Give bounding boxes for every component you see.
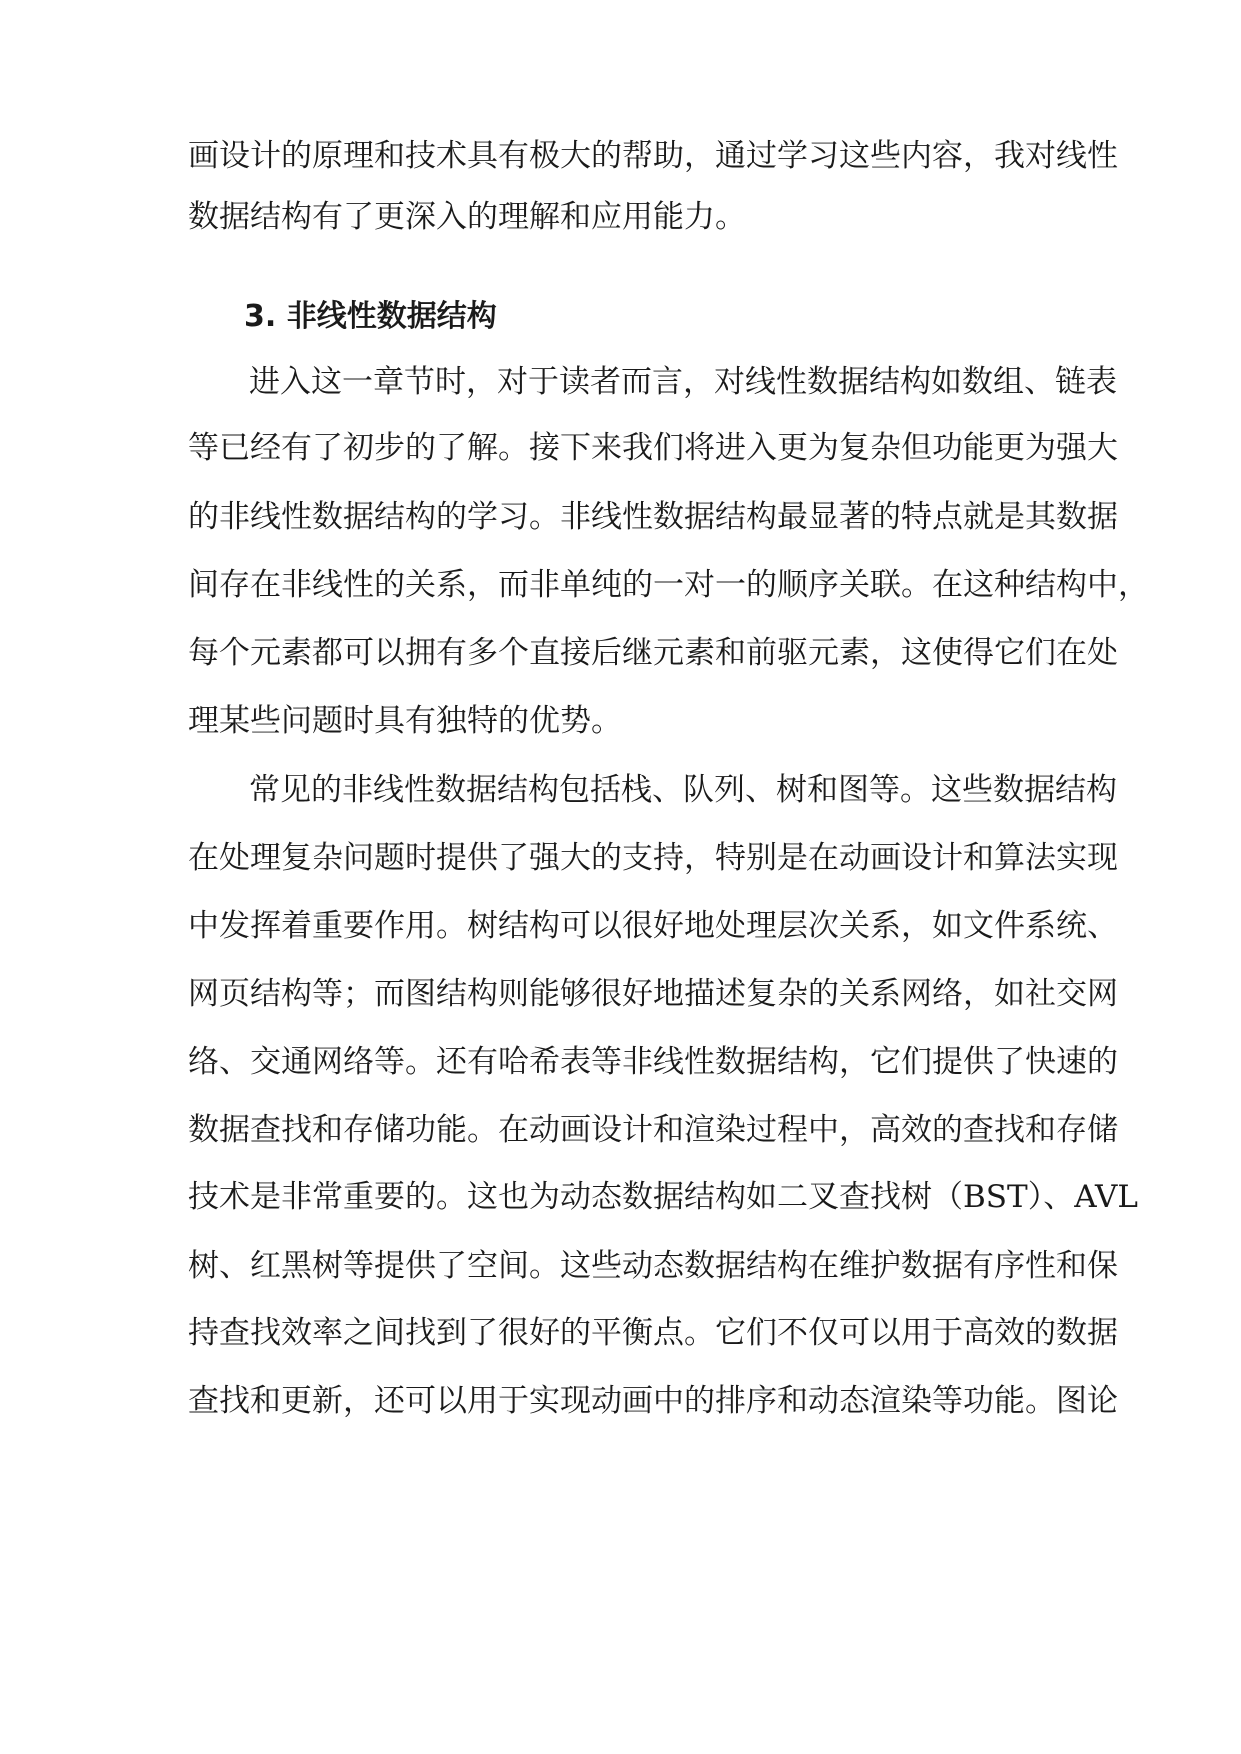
paragraph-2-line: 查找和更新，还可以用于实现动画中的排序和动态渲染等功能。图论 bbox=[188, 1383, 1118, 1419]
paragraph-2-line: 常见的非线性数据结构包括栈、队列、树和图等。这些数据结构 bbox=[249, 772, 1117, 808]
paragraph-2-line: 在处理复杂问题时提供了强大的支持，特别是在动画设计和算法实现 bbox=[188, 840, 1118, 876]
paragraph-2-line: 技术是非常重要的。这也为动态数据结构如二叉查找树（BST）、AVL bbox=[188, 1179, 1139, 1215]
paragraph-1-line: 进入这一章节时，对于读者而言，对线性数据结构如数组、链表 bbox=[249, 364, 1117, 400]
paragraph-2-line: 数据查找和存储功能。在动画设计和渲染过程中，高效的查找和存储 bbox=[188, 1112, 1118, 1148]
paragraph-1-line: 等已经有了初步的了解。接下来我们将进入更为复杂但功能更为强大 bbox=[188, 430, 1118, 466]
paragraph-2-line: 持查找效率之间找到了很好的平衡点。它们不仅可以用于高效的数据 bbox=[188, 1315, 1118, 1351]
section-heading: 3. 非线性数据结构 bbox=[244, 299, 497, 334]
paragraph-2-line: 树、红黑树等提供了空间。这些动态数据结构在维护数据有序性和保 bbox=[188, 1248, 1118, 1284]
paragraph-2-line: 中发挥着重要作用。树结构可以很好地处理层次关系，如文件系统、 bbox=[188, 908, 1118, 944]
paragraph-2-line: 网页结构等；而图结构则能够很好地描述复杂的关系网络，如社交网 bbox=[188, 976, 1118, 1012]
paragraph-2-line: 络、交通网络等。还有哈希表等非线性数据结构，它们提供了快速的 bbox=[188, 1044, 1118, 1080]
paragraph-intro-line: 数据结构有了更深入的理解和应用能力。 bbox=[188, 199, 746, 235]
paragraph-1-line: 的非线性数据结构的学习。非线性数据结构最显著的特点就是其数据 bbox=[188, 499, 1118, 535]
paragraph-1-line: 理某些问题时具有独特的优势。 bbox=[188, 703, 622, 739]
paragraph-1-line: 每个元素都可以拥有多个直接后继元素和前驱元素，这使得它们在处 bbox=[188, 635, 1118, 671]
paragraph-1-line: 间存在非线性的关系，而非单纯的一对一的顺序关联。在这种结构中， bbox=[188, 567, 1149, 603]
paragraph-intro-line: 画设计的原理和技术具有极大的帮助，通过学习这些内容，我对线性 bbox=[188, 138, 1118, 174]
